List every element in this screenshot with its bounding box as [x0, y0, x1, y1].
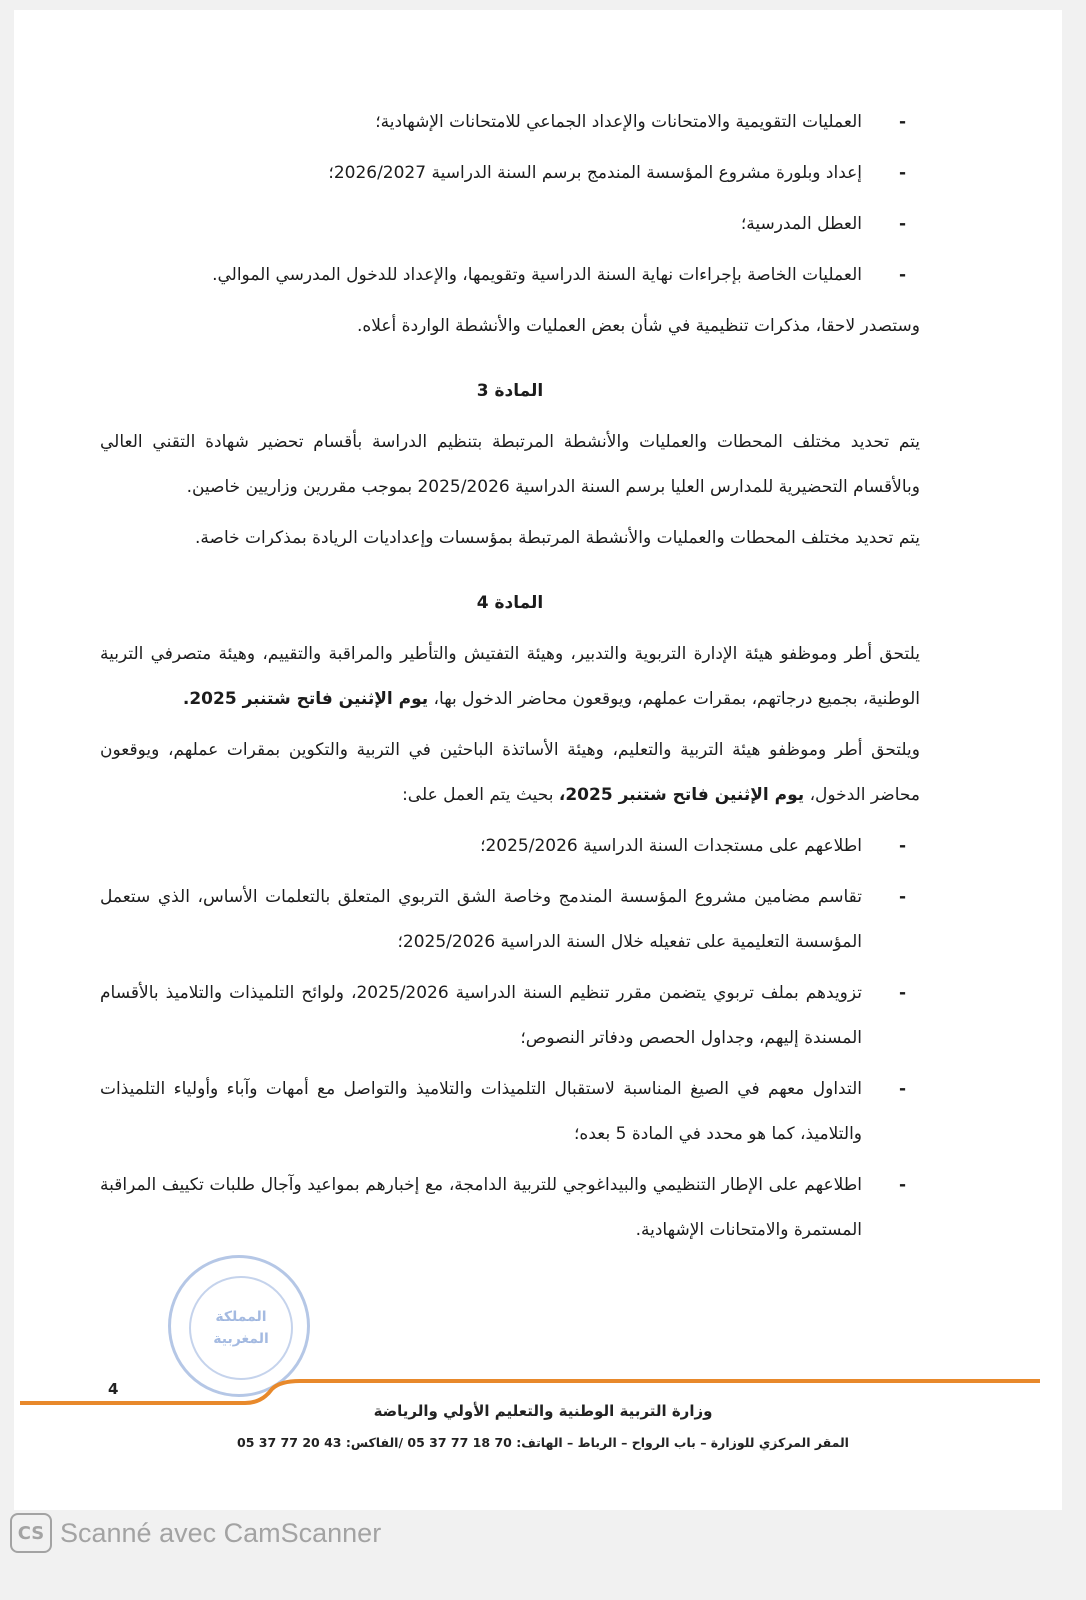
- stamp-text: المملكة: [215, 1309, 267, 1325]
- article-3-paragraph-2: يتم تحديد مختلف المحطات والعمليات والأنشطة المرتبطة بمؤسسات وإعداديات الريادة بمذكرات خاصة.: [194, 528, 920, 548]
- paragraph-text: ويلتحق أطر وموظفو هيئة التربية والتعليم، وهيئة الأساتذة الباحثين في التربية والتكوين بمقرات عملهم، ويوقعون محاضر الدخول،: [100, 740, 920, 805]
- article-4-paragraph-2: [100, 728, 920, 818]
- article-3-title: المادة 3: [476, 381, 544, 401]
- intro-bullet: - العطل المدرسية؛: [100, 202, 920, 247]
- article-4-bullet: - اطلاعهم على مستجدات السنة الدراسية 2025/2026؛: [100, 824, 920, 869]
- intro-bullet: - إعداد وبلورة مشروع المؤسسة المندمج برسم السنة الدراسية 2026/2027؛: [100, 151, 920, 196]
- camscanner-logo-icon: CS: [10, 1513, 52, 1553]
- intro-note: وستصدر لاحقا، مذكرات تنظيمية في شأن بعض العمليات والأنشطة الواردة أعلاه.: [356, 316, 920, 336]
- page-number: 4: [108, 1380, 119, 1398]
- article-4-bullet: - التداول معهم في الصيغ المناسبة لاستقبال التلميذات والتلاميذ والتواصل مع أمهات وآباء وأولياء التلميذات والتلاميذ، كما هو محدد في المادة 5 بعده؛: [100, 1067, 920, 1157]
- article-4-bullet: - اطلاعهم على الإطار التنظيمي والبيداغوجي للتربية الدامجة، مع إخبارهم بمواعيد وآجال طلبات تكييف المراقبة المستمرة والامتحانات الإشهادية.: [100, 1163, 920, 1253]
- paragraph-text: بحيث يتم العمل على:: [402, 785, 554, 805]
- camscanner-watermark: [10, 1512, 381, 1554]
- footer-ministry-name: وزارة التربية الوطنية والتعليم الأولي والرياضة: [373, 1402, 713, 1420]
- intro-bullet: - العمليات الخاصة بإجراءات نهاية السنة الدراسية وتقويمها، والإعداد للدخول المدرسي الموالي.: [100, 253, 920, 298]
- article-3-paragraph-1: يتم تحديد مختلف المحطات والعمليات والأنشطة المرتبطة بتنظيم الدراسة بأقسام تحضير شهادة التقني العالي وبالأقسام التحضيرية للمدارس العليا برسم السنة الدراسية 2025/2026 بموجب مقررين وزاريين خاصين.: [100, 432, 920, 497]
- article-4-title: المادة 4: [476, 593, 544, 613]
- stamp-text: المغربية: [213, 1331, 269, 1347]
- start-date: يوم الإثنين فاتح شتنبر 2025،: [558, 785, 805, 805]
- stamp-center: [189, 1276, 293, 1380]
- intro-bullet: - العمليات التقويمية والامتحانات والإعداد الجماعي للامتحانات الإشهادية؛: [100, 100, 920, 145]
- article-4-bullet: - تزويدهم بملف تربوي يتضمن مقرر تنظيم السنة الدراسية 2025/2026، ولوائح التلميذات والتلاميذ بالأقسام المسندة إليهم، وجداول الحصص ودفاتر النصوص؛: [100, 971, 920, 1061]
- footer-address: المقر المركزي للوزارة – باب الرواح – الرباط – الهاتف: 70 18 77 37 05 /الفاكس: 43 20 77 37 05: [237, 1435, 849, 1450]
- start-date: يوم الإثنين فاتح شتنبر 2025.: [182, 689, 429, 709]
- article-4-paragraph-1: [100, 632, 920, 722]
- watermark-text: Scanné avec CamScanner: [60, 1517, 382, 1548]
- paragraph-text: يلتحق أطر وموظفو هيئة الإدارة التربوية والتدبير، وهيئة التفتيش والتأطير والمراقبة والتقييم، وهيئة متصرفي التربية الوطنية، بجميع درجاتهم، بمقرات عملهم، ويوقعون محاضر الدخول بها،: [100, 644, 920, 709]
- document-body: [100, 100, 920, 1259]
- article-4-bullet: - تقاسم مضامين مشروع المؤسسة المندمج وخاصة الشق التربوي المتعلق بالتعلمات الأساس، الذي ستعمل المؤسسة التعليمية على تفعيله خلال السنة الدراسية 2025/2026؛: [100, 875, 920, 965]
